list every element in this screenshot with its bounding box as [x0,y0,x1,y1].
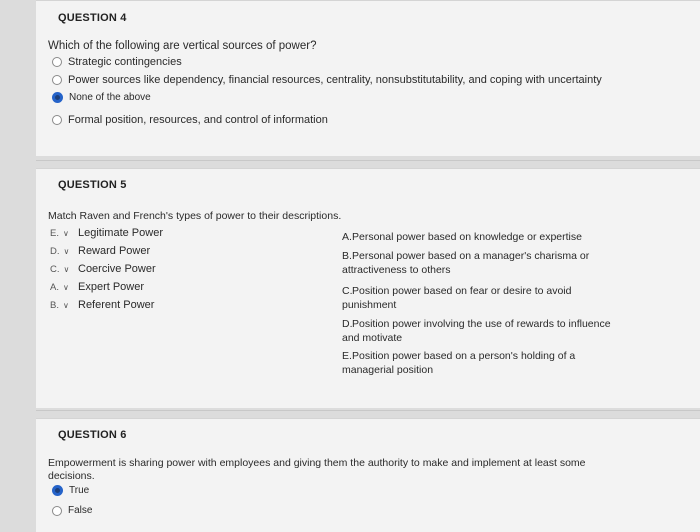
divider [36,410,700,411]
q6-option-true[interactable] [52,485,89,496]
chevron-down-icon: ∨ [63,246,70,256]
match-row-expert [50,281,144,293]
radio-button-icon[interactable] [52,506,62,516]
radio-button-icon[interactable] [52,485,63,496]
description-letter: A. [342,231,352,243]
radio-button-icon[interactable] [52,75,62,85]
chevron-down-icon: ∨ [62,282,69,292]
description-text: Position power based on fear or desire to avoid punishment [342,285,572,311]
match-select-value: A. [50,281,59,293]
description-c [342,284,612,312]
chevron-down-icon: ∨ [62,300,69,310]
description-b [342,249,612,277]
match-select[interactable] [50,228,74,239]
description-letter: B. [342,250,352,262]
question-6-header: QUESTION 6 [58,429,127,441]
q4-option-2-label: Power sources like dependency, financial resources, centrality, nonsubstitutability, and coping with uncertainty [68,74,602,86]
match-select[interactable] [50,300,74,311]
chevron-down-icon: ∨ [63,264,70,274]
match-select-value: D. [50,245,60,257]
description-letter: D. [342,318,353,330]
divider [36,160,700,161]
q6-option-true-label: True [69,485,90,496]
match-select-value: C. [50,263,60,275]
q4-option-1-label: Strategic contingencies [68,56,182,68]
match-term: Referent Power [78,299,155,311]
question-6-panel [36,418,700,532]
match-term: Coercive Power [78,263,156,275]
question-4-panel [36,0,700,156]
question-5-header: QUESTION 5 [58,179,127,191]
question-5-panel [36,168,700,408]
match-term: Reward Power [78,245,151,257]
question-4-header: QUESTION 4 [58,12,127,24]
match-row-referent [50,299,154,311]
radio-button-icon[interactable] [52,115,62,125]
match-select[interactable] [50,246,74,257]
q4-option-3[interactable] [52,92,151,103]
radio-button-icon[interactable] [52,57,62,67]
question-5-prompt: Match Raven and French's types of power to their descriptions. [48,210,342,222]
q4-option-3-label: None of the above [69,92,151,103]
q4-option-2[interactable] [52,74,602,86]
match-select[interactable] [50,264,74,275]
description-d [342,317,612,345]
description-text: Position power based on a person's holding of a managerial position [342,350,576,376]
match-select[interactable] [50,282,74,293]
description-text: Personal power based on knowledge or expertise [352,231,582,243]
q4-option-1[interactable] [52,56,182,68]
description-text: Personal power based on a manager's charisma or attractiveness to others [342,250,590,276]
q6-option-false[interactable] [52,505,92,516]
description-letter: E. [342,350,352,362]
match-row-coercive [50,263,156,275]
description-a [342,230,612,244]
match-select-value: E. [50,227,59,239]
match-row-reward [50,245,150,257]
match-select-value: B. [50,299,59,311]
q4-option-4[interactable] [52,114,328,126]
q6-option-false-label: False [68,505,93,516]
description-text: Position power involving the use of rewards to influence and motivate [342,318,611,344]
q4-option-4-label: Formal position, resources, and control of information [68,114,328,126]
match-term: Legitimate Power [78,227,163,239]
chevron-down-icon: ∨ [62,228,69,238]
description-letter: C. [342,285,353,297]
radio-button-icon[interactable] [52,92,63,103]
question-6-prompt: Empowerment is sharing power with employees and giving them the authority to make and implement at least some decisions. [48,457,586,482]
question-4-prompt: Which of the following are vertical sources of power? [48,40,317,52]
match-row-legitimate [50,227,163,239]
match-term: Expert Power [78,281,145,293]
description-e [342,349,612,377]
